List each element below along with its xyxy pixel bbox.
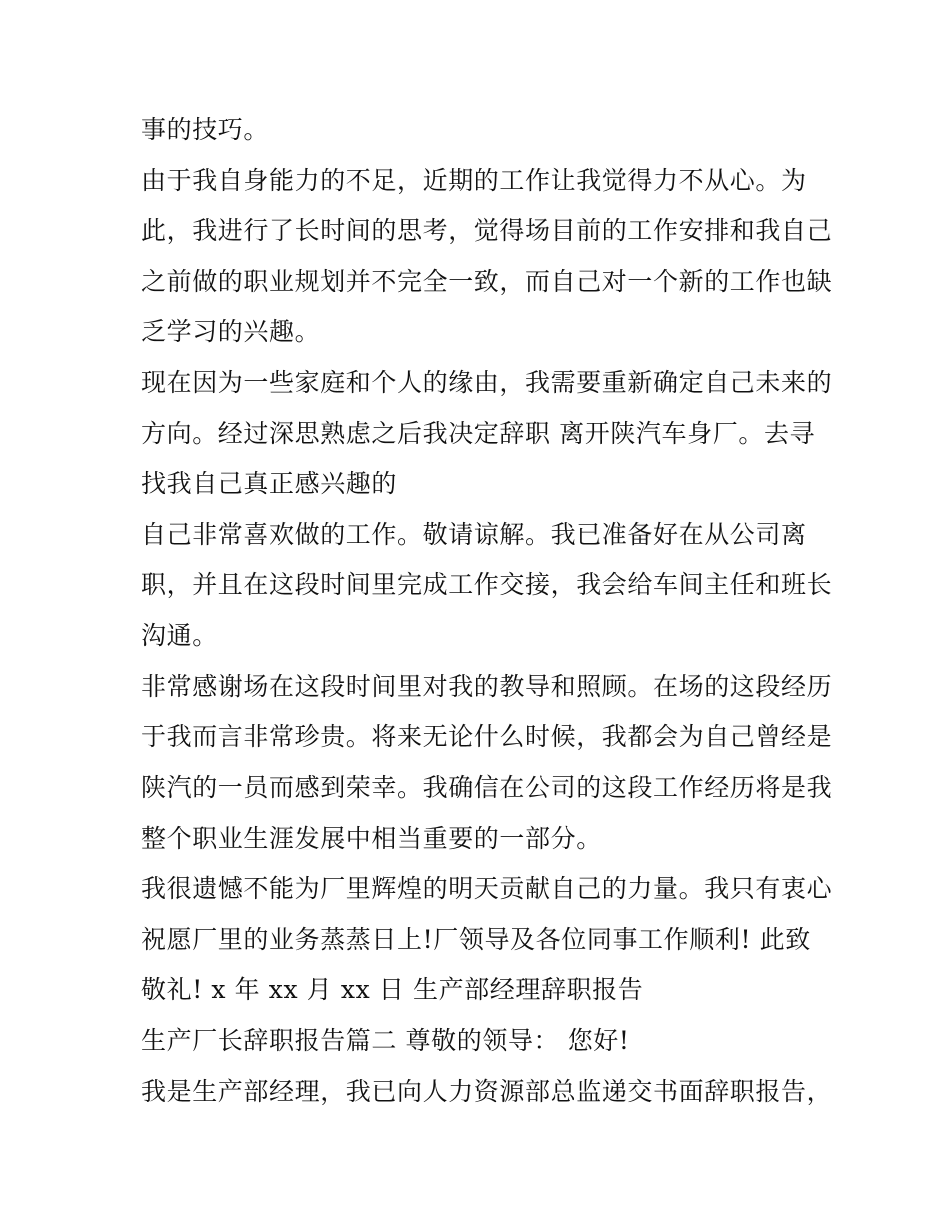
text-line: 陕汽的一员而感到荣幸。我确信在公司的这段工作经历将是我 — [141, 773, 833, 802]
text-line: 敬礼! x 年 xx 月 xx 日 生产部经理辞职报告 — [141, 975, 644, 1004]
text-line: 职，并且在这段时间里完成工作交接，我会给车间主任和班长 — [141, 570, 833, 599]
text-line: 之前做的职业规划并不完全一致，而自己对一个新的工作也缺 — [141, 267, 833, 296]
text-line: 由于我自身能力的不足，近期的工作让我觉得力不从心。为 — [141, 166, 807, 195]
text-line: 自己非常喜欢做的工作。敬请谅解。我已准备好在从公司离 — [141, 520, 807, 549]
text-line: 我很遗憾不能为厂里辉煌的明天贡献自己的力量。我只有衷心 — [141, 874, 833, 903]
text-line: 生产厂长辞职报告篇二 尊敬的领导： 您好! — [141, 1026, 630, 1055]
text-line: 找我自己真正感兴趣的 — [141, 469, 398, 498]
text-line: 沟通。 — [141, 621, 218, 650]
text-line: 非常感谢场在这段时间里对我的教导和照顾。在场的这段经历 — [141, 672, 833, 701]
text-line: 乏学习的兴趣。 — [141, 317, 321, 346]
text-line: 我是生产部经理，我已向人力资源部总监递交书面辞职报告， — [141, 1077, 833, 1106]
text-line: 于我而言非常珍贵。将来无论什么时候，我都会为自己曾经是 — [141, 722, 833, 751]
text-line: 此，我进行了长时间的思考，觉得场目前的工作安排和我自己 — [141, 216, 833, 245]
text-line: 现在因为一些家庭和个人的缘由，我需要重新确定自己未来的 — [141, 368, 833, 397]
text-line: 方向。经过深思熟虑之后我决定辞职 离开陕汽车身厂。去寻 — [141, 419, 816, 448]
text-line: 整个职业生涯发展中相当重要的一部分。 — [141, 824, 602, 853]
text-line: 祝愿厂里的业务蒸蒸日上!厂领导及各位同事工作顺利! 此致 — [141, 925, 811, 954]
text-line: 事的技巧。 — [141, 115, 270, 144]
